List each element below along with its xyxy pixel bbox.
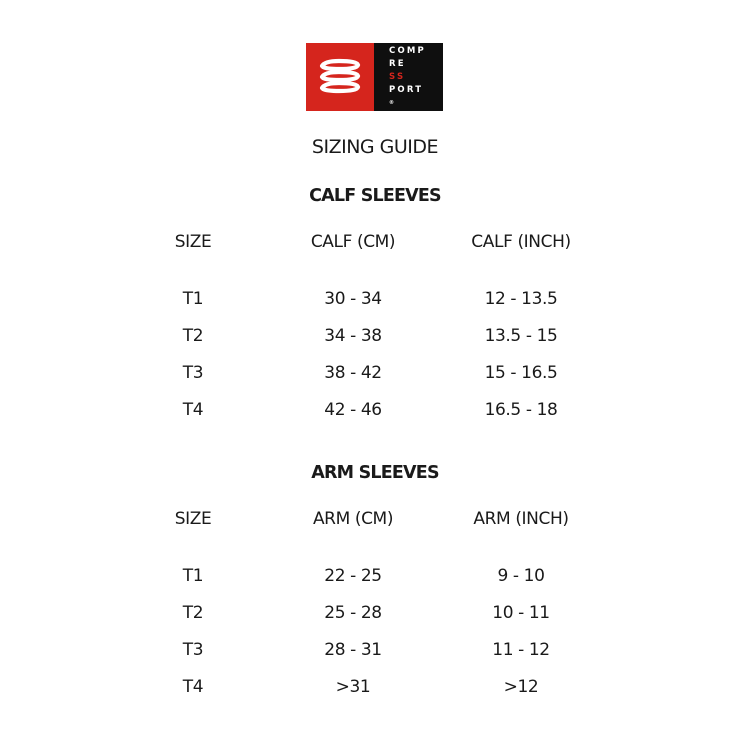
arm-row-size: T1 [182,566,204,586]
calf-row-inch: 13.5 - 15 [484,326,558,346]
arm-row-cm: >31 [335,677,371,697]
calf-row-cm: 30 - 34 [324,289,382,309]
calf-sleeves-heading: CALF SLEEVES [309,186,441,206]
arm-row-cm: 22 - 25 [324,566,382,586]
spiral-sleeve-icon [317,56,363,98]
arm-row-inch: 10 - 11 [492,603,550,623]
arm-header-size: SIZE [174,509,212,529]
calf-header-size: SIZE [174,232,212,252]
calf-row-inch: 12 - 13.5 [484,289,558,309]
calf-row-size: T2 [182,326,204,346]
calf-row-size: T1 [182,289,204,309]
arm-row-inch: >12 [503,677,539,697]
arm-row-inch: 11 - 12 [492,640,550,660]
calf-header-inch: CALF (INCH) [471,232,571,252]
calf-row-cm: 34 - 38 [324,326,382,346]
logo-wordmark [374,43,443,111]
compressport-logo [306,43,443,111]
arm-row-size: T4 [182,677,204,697]
arm-sleeves-heading: ARM SLEEVES [311,463,439,483]
logo-line-2: RE SS [389,58,406,82]
arm-header-cm: ARM (CM) [312,509,394,529]
arm-header-inch: ARM (INCH) [473,509,569,529]
arm-row-cm: 25 - 28 [324,603,382,623]
arm-row-size: T3 [182,640,204,660]
calf-row-size: T4 [182,400,204,420]
calf-header-cm: CALF (CM) [310,232,396,252]
calf-row-cm: 38 - 42 [324,363,382,383]
logo-line-1: COMP [389,45,426,56]
arm-row-size: T2 [182,603,204,623]
logo-mark [306,43,374,111]
page-title: SIZING GUIDE [311,136,439,158]
calf-row-cm: 42 - 46 [324,400,382,420]
calf-row-size: T3 [182,363,204,383]
logo-line-3: PORT ® [389,84,424,106]
arm-row-cm: 28 - 31 [324,640,382,660]
calf-row-inch: 16.5 - 18 [484,400,558,420]
calf-row-inch: 15 - 16.5 [484,363,558,383]
arm-row-inch: 9 - 10 [497,566,545,586]
